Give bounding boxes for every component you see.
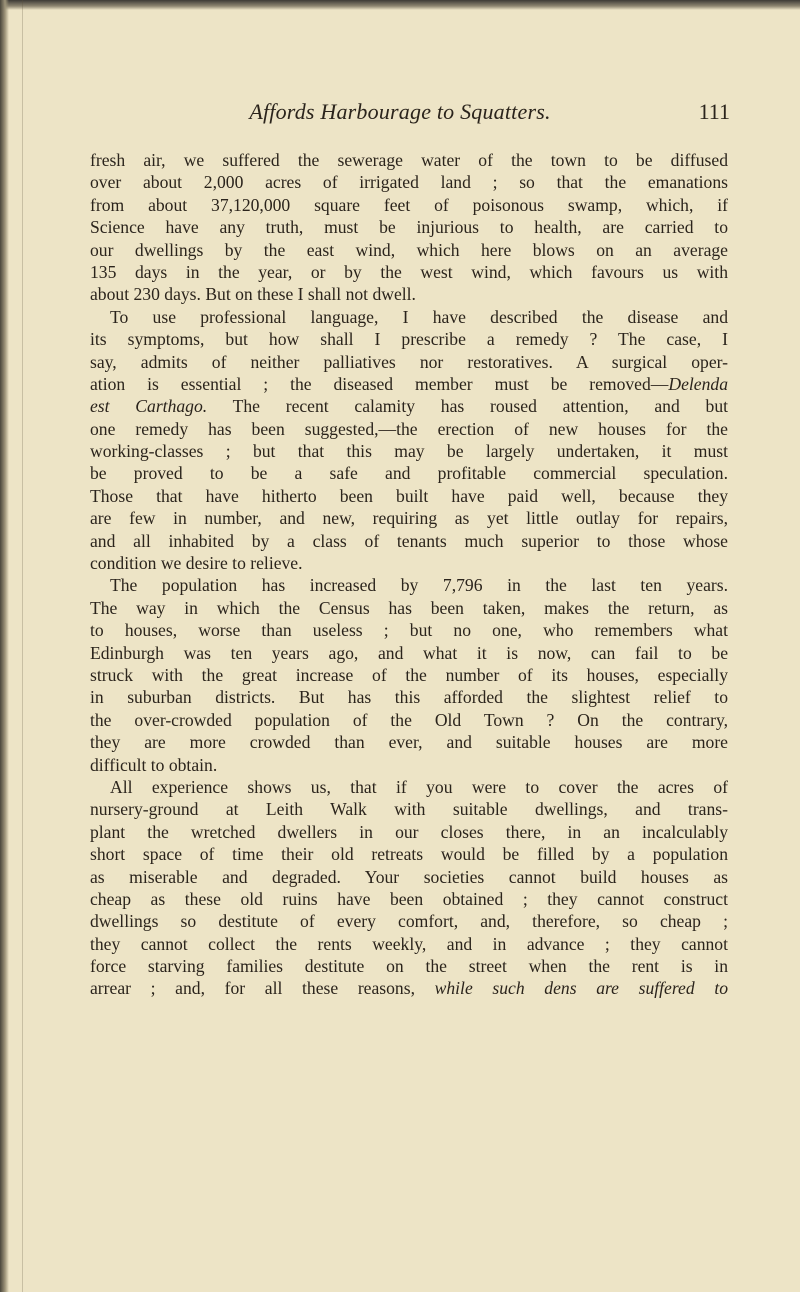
page-edge-rule	[22, 0, 23, 1292]
italic-phrase: while such dens are suffered to	[434, 978, 728, 999]
text-line: they cannot collect the rents weekly, and in advance ; they cannot	[90, 933, 728, 954]
running-title: Affords Harbourage to Squatters.	[249, 99, 551, 124]
text-line: be proved to be a safe and profitable commercial speculation.	[90, 463, 728, 484]
text-body	[90, 149, 728, 1000]
text-line: nursery-ground at Leith Walk with suitable dwellings, and trans-	[90, 799, 728, 820]
text-line: force starving families destitute on the street when the rent is in	[90, 956, 728, 977]
paragraph-end-line: condition we desire to relieve.	[90, 553, 303, 574]
text-line: struck with the great increase of the number of its houses, especially	[90, 664, 728, 685]
paragraph-end-line: difficult to obtain.	[90, 754, 218, 775]
text-line: and all inhabited by a class of tenants much superior to those whose	[90, 530, 728, 551]
text-line: are few in number, and new, requiring as yet little outlay for repairs,	[90, 508, 728, 529]
text-line: over about 2,000 acres of irrigated land ; so that the emanations	[90, 172, 728, 193]
paragraph-end-line: about 230 days. But on these I shall not dwell.	[90, 284, 416, 305]
text-line: to houses, worse than useless ; but no one, who remembers what	[90, 620, 728, 641]
text-line: Science have any truth, must be injurious to health, are carried to	[90, 217, 728, 238]
text-line: from about 37,120,000 square feet of poisonous swamp, which, if	[90, 194, 728, 215]
page-top-shadow	[0, 0, 800, 10]
text-line: our dwellings by the east wind, which here blows on an average	[90, 239, 728, 260]
text-line: its symptoms, but how shall I prescribe a remedy ? The case, I	[90, 329, 728, 350]
paragraph-start-line: The population has increased by 7,796 in the last ten years.	[110, 575, 728, 596]
paragraph-start-line: To use professional language, I have described the disease and	[110, 306, 728, 327]
text-line: as miserable and degraded. Your societies cannot build houses as	[90, 866, 728, 887]
page-number: 111	[698, 99, 730, 124]
text-line: The way in which the Census has been taken, makes the return, as	[90, 597, 728, 618]
text-line: they are more crowded than ever, and suitable houses are more	[90, 732, 728, 753]
text-line: the over-crowded population of the Old Town ? On the contrary,	[90, 709, 728, 730]
paragraph-start-line: All experience shows us, that if you were to cover the acres of	[110, 776, 728, 797]
text-line: arrear ; and, for all these reasons, while such dens are suffered to	[90, 978, 728, 999]
text-line: one remedy has been suggested,—the erection of new houses for the	[90, 418, 728, 439]
text-line: est Carthago. The recent calamity has roused attention, and but	[90, 396, 728, 417]
text-line: 135 days in the year, or by the west wind, which favours us with	[90, 261, 728, 282]
latin-phrase: est Carthago.	[90, 396, 208, 417]
text-line: plant the wretched dwellers in our closes there, in an incalculably	[90, 821, 728, 842]
text-line: working-classes ; but that this may be largely undertaken, it must	[90, 441, 728, 462]
text-line: Those that have hitherto been built have paid well, because they	[90, 485, 728, 506]
latin-phrase: Delenda	[668, 373, 728, 394]
text-line: fresh air, we suffered the sewerage water of the town to be diffused	[90, 150, 728, 170]
text-line: dwellings so destitute of every comfort, and, therefore, so cheap ;	[90, 911, 728, 932]
text-line: Edinburgh was ten years ago, and what it is now, can fail to be	[90, 642, 728, 663]
text-line: say, admits of neither palliatives nor restoratives. A surgical oper-	[90, 351, 728, 372]
text-line: cheap as these old ruins have been obtained ; they cannot construct	[90, 888, 728, 909]
text-line: ation is essential ; the diseased member must be removed—Delenda	[90, 373, 728, 394]
running-head	[150, 98, 730, 126]
text-line: short space of time their old retreats would be filled by a population	[90, 844, 728, 865]
page-binding-edge	[0, 0, 9, 1292]
text-line: in suburban districts. But has this afforded the slightest relief to	[90, 687, 728, 708]
